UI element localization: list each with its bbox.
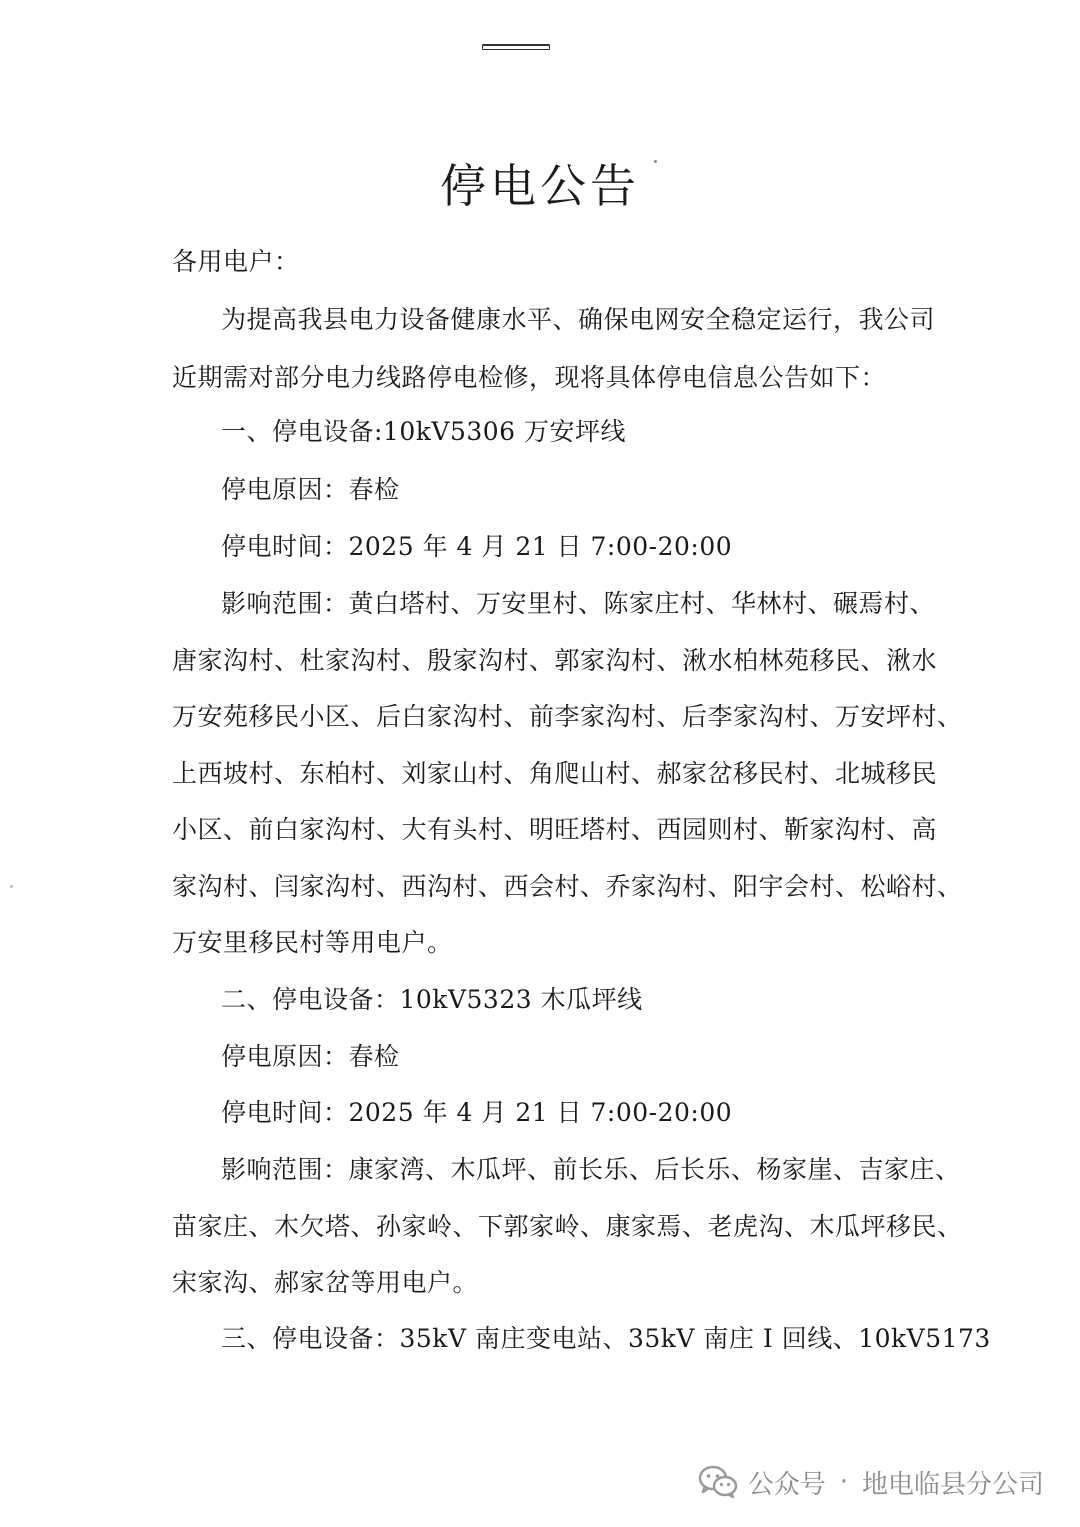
body-line: 近期需对部分电力线路停电检修，现将具体停电信息公告如下： (172, 363, 887, 392)
body-line: 影响范围：黄白塔村、万安里村、陈家庄村、华林村、碾焉村、 (221, 589, 936, 618)
watermark-separator: · (839, 1467, 848, 1497)
body-line: 苗家庄、木欠塔、孙家岭、下郭家岭、康家焉、老虎沟、木瓜坪移民、 (172, 1212, 963, 1241)
body-line: 影响范围：康家湾、木瓜坪、前长乐、后长乐、杨家崖、吉家庄、 (221, 1155, 961, 1184)
body-line: 三、停电设备：35kV 南庄变电站、35kV 南庄 I 回线、10kV5173 (221, 1324, 991, 1353)
body-line: 二、停电设备：10kV5323 木瓜坪线 (221, 985, 643, 1014)
body-line: 停电时间：2025 年 4 月 21 日 7:00-20:00 (221, 532, 733, 561)
watermark-label: 公众号 (747, 1469, 826, 1500)
body-line: 万安里移民村等用电户。 (172, 928, 453, 957)
watermark-account: 地电临县分公司 (861, 1469, 1044, 1500)
body-line: 万安苑移民小区、后白家沟村、前李家沟村、后李家沟村、万安坪村、 (172, 702, 963, 731)
body-line: 为提高我县电力设备健康水平、确保电网安全稳定运行，我公司 (221, 305, 936, 334)
header-rule-mark (482, 44, 550, 50)
body-line: 一、停电设备:10kV5306 万安坪线 (221, 417, 627, 446)
body-line: 停电原因：春检 (221, 1042, 400, 1071)
scan-speck (10, 885, 13, 888)
body-line: 家沟村、闫家沟村、西沟村、西会村、乔家沟村、阳宇会村、松峪村、 (172, 872, 963, 901)
body-line: 唐家沟村、杜家沟村、殷家沟村、郭家沟村、湫水柏林苑移民、湫水 (172, 646, 938, 675)
wechat-watermark (698, 1462, 1044, 1502)
wechat-icon (698, 1465, 738, 1499)
body-line: 上西坡村、东柏村、刘家山村、角爬山村、郝家岔移民村、北城移民 (172, 759, 938, 788)
body-line: 停电原因：春检 (221, 475, 400, 504)
body-line: 各用电户： (172, 247, 300, 276)
body-line: 小区、前白家沟村、大有头村、明旺塔村、西园则村、靳家沟村、高 (172, 815, 938, 844)
scan-speck (654, 160, 657, 163)
body-line: 停电时间：2025 年 4 月 21 日 7:00-20:00 (221, 1098, 733, 1127)
notice-title: 停电公告 (440, 158, 640, 213)
body-line: 宋家沟、郝家岔等用电户。 (172, 1268, 479, 1297)
